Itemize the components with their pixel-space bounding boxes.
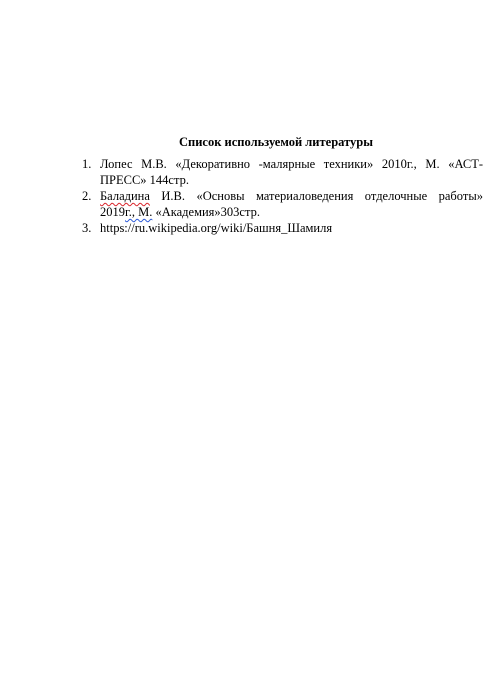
list-item <box>82 156 483 188</box>
page-title: Список используемой литературы <box>178 135 374 149</box>
reference-text: И.В. «Основы материаловедения отделочные работы» <box>149 189 483 203</box>
reference-text-line-1: Лопес М.В. «Декоративно -малярные техники» 2010г., М. «АСТ- <box>100 157 483 171</box>
list-number: 1. <box>82 157 92 171</box>
reference-text: «Академия»303стр. <box>152 205 260 219</box>
list-number: 3. <box>82 221 92 235</box>
reference-text-line-2 <box>100 204 483 220</box>
reference-text-line-2: ПРЕСС» 144стр. <box>100 173 189 187</box>
reference-text-line-1 <box>100 188 483 204</box>
list-number: 2. <box>82 189 92 203</box>
reference-text: 2019 <box>100 205 125 219</box>
reference-url: https://ru.wikipedia.org/wiki/Башня_Шамиля <box>100 221 333 235</box>
list-item <box>82 188 483 220</box>
reference-list <box>82 156 483 236</box>
spelling-error-word[interactable]: Баладина <box>100 189 150 203</box>
grammar-error-text[interactable]: г., М. <box>125 205 153 219</box>
list-item <box>82 220 483 236</box>
